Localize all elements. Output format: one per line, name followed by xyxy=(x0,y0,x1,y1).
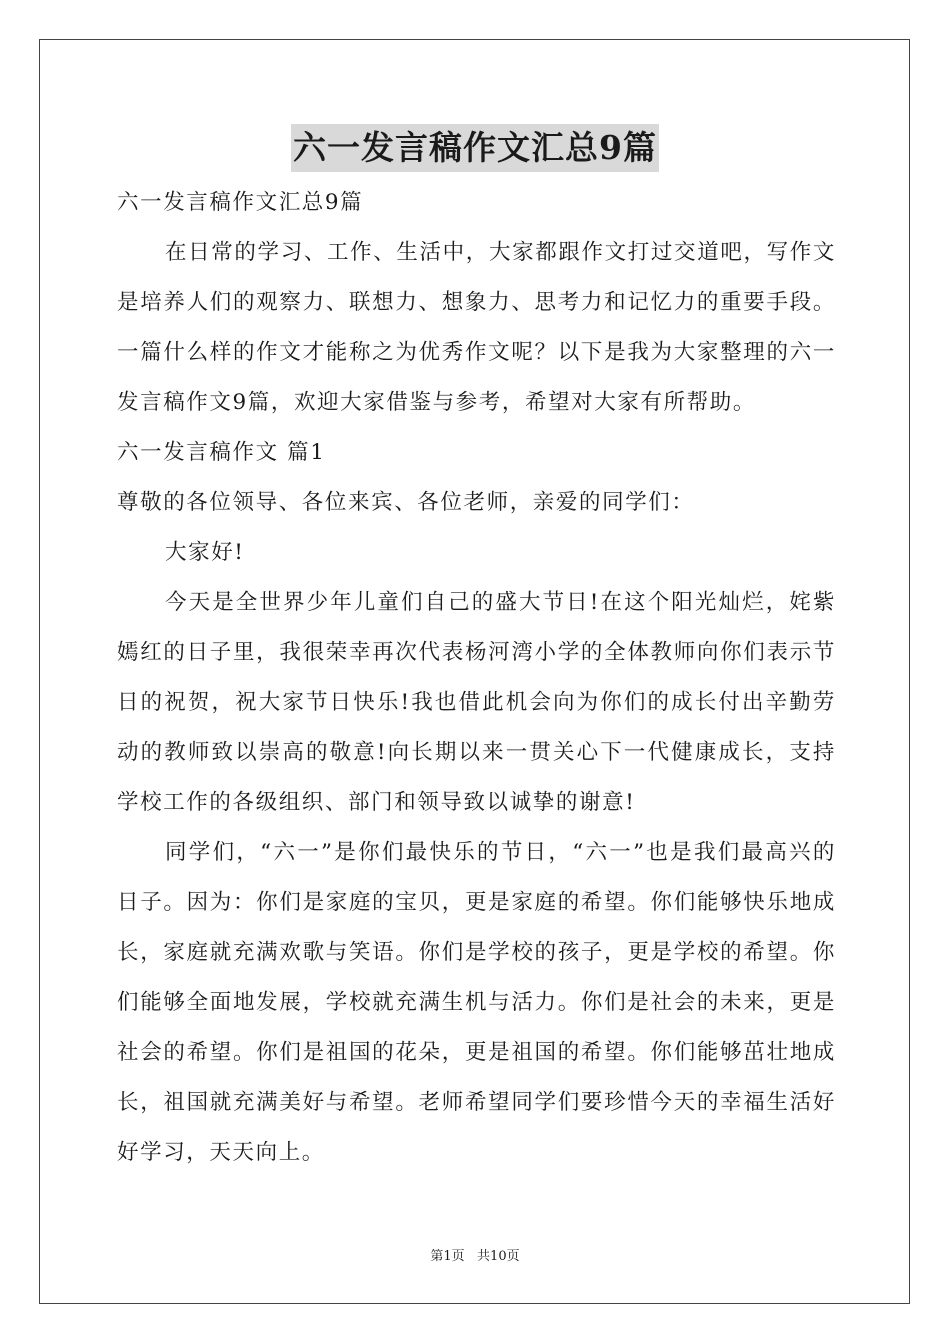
paragraph-salutation: 尊敬的各位领导、各位来宾、各位老师，亲爱的同学们： xyxy=(117,490,695,515)
paragraph-intro: 在日常的学习、工作、生活中，大家都跟作文打过交道吧，写作文是培养人们的观察力、联想力、想象力、思考力和记忆力的重要手段。一篇什么样的作文才能称之为优秀作文呢？以下是我为大家整理的六一发言稿作文9篇，欢迎大家借鉴与参考，希望对大家有所帮助。 xyxy=(117,240,836,415)
document-title-text: 六一发言稿作文汇总9篇 xyxy=(291,124,659,172)
paragraph-subtitle: 六一发言稿作文汇总9篇 xyxy=(117,190,364,215)
paragraph-greeting: 大家好! xyxy=(165,540,245,565)
section-heading: 六一发言稿作文 篇1 xyxy=(117,440,326,465)
paragraph-body: 今天是全世界少年儿童们自己的盛大节日!在这个阳光灿烂，姹紫嫣红的日子里，我很荣幸再次代表杨河湾小学的全体教师向你们表示节日的祝贺，祝大家节日快乐!我也借此机会向为你们的成长付出辛勤劳动的教师致以崇高的敬意!向长期以来一贯关心下一代健康成长，支持学校工作的各级组织、部门和领导致以诚挚的谢意! xyxy=(117,590,836,815)
page-number: 第1页 共10页 xyxy=(430,1249,520,1264)
document-title xyxy=(0,124,950,172)
document-body xyxy=(117,178,836,1178)
page-footer xyxy=(0,1248,950,1266)
paragraph-body: 同学们，“六一”是你们最快乐的节日，“六一”也是我们最高兴的日子。因为：你们是家庭的宝贝，更是家庭的希望。你们能够快乐地成长，家庭就充满欢歌与笑语。你们是学校的孩子，更是学校的希望。你们能够全面地发展，学校就充满生机与活力。你们是社会的未来，更是社会的希望。你们是祖国的花朵，更是祖国的希望。你们能够茁壮地成长，祖国就充满美好与希望。老师希望同学们要珍惜今天的幸福生活好好学习，天天向上。 xyxy=(117,840,836,1165)
